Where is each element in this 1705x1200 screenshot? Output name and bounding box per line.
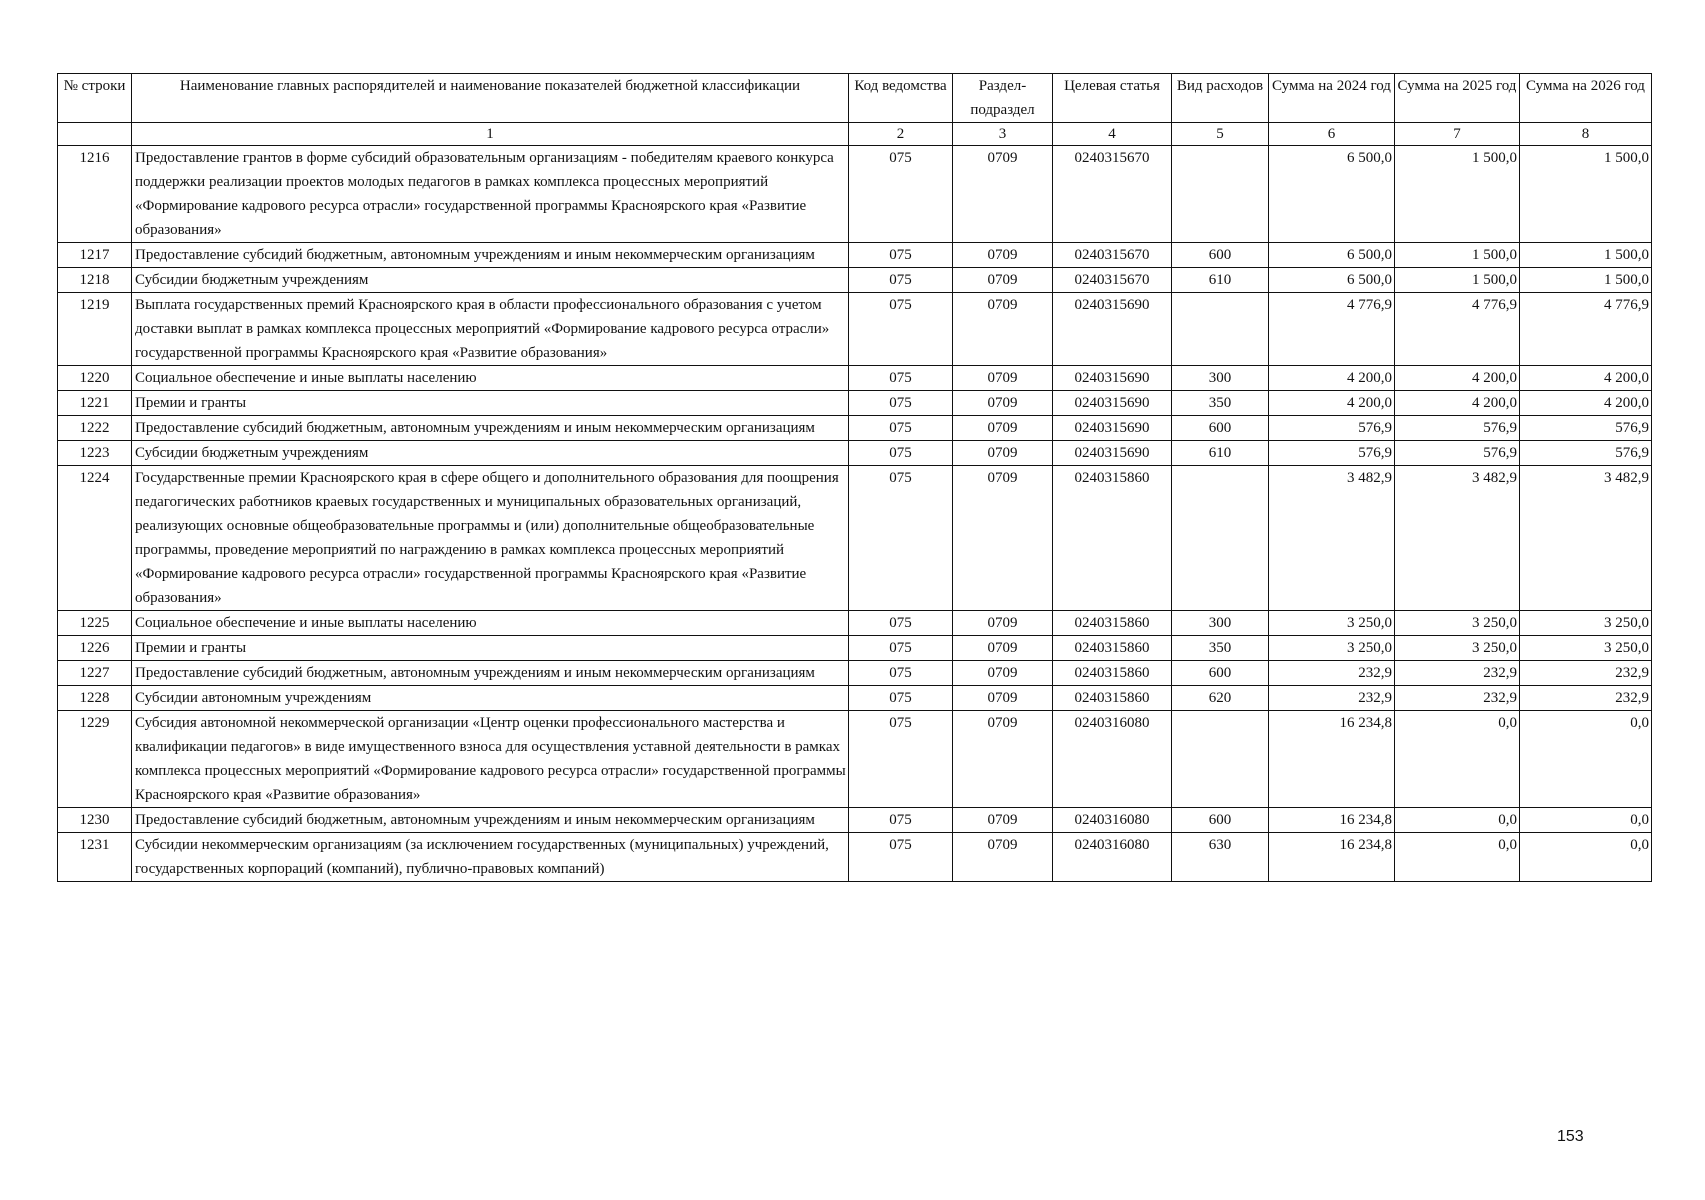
- target-article: 0240315670: [1053, 146, 1172, 243]
- table-row: [58, 833, 1652, 882]
- row-number: 1218: [58, 268, 132, 293]
- table-row: [58, 293, 1652, 366]
- row-name: Выплата государственных премий Красноярского края в области профессионального образования с учетом доставки выплат в рамках комплекса процессных мероприятий «Формирование кадрового ресурса отрасли» государственной программы Красноярского края «Развитие образования»: [132, 293, 849, 366]
- table-row: [58, 268, 1652, 293]
- dept-code: 075: [849, 441, 953, 466]
- dept-code: 075: [849, 833, 953, 882]
- section-code: 0709: [953, 833, 1053, 882]
- header-expense-type: Вид расходов: [1172, 74, 1269, 123]
- section-code: 0709: [953, 611, 1053, 636]
- target-article: 0240315860: [1053, 636, 1172, 661]
- budget-table: [57, 73, 1652, 882]
- section-code: 0709: [953, 441, 1053, 466]
- dept-code: 075: [849, 146, 953, 243]
- expense-type: [1172, 466, 1269, 611]
- sum-2024: 16 234,8: [1269, 711, 1395, 808]
- row-number: 1221: [58, 391, 132, 416]
- sum-2026: 4 200,0: [1520, 366, 1652, 391]
- row-name: Субсидии некоммерческим организациям (за исключением государственных (муниципальных) учреждений, государственных корпораций (компаний), публично-правовых компаний): [132, 833, 849, 882]
- row-name: Субсидии бюджетным учреждениям: [132, 441, 849, 466]
- expense-type: 610: [1172, 268, 1269, 293]
- sum-2026: 0,0: [1520, 833, 1652, 882]
- table-row: [58, 366, 1652, 391]
- column-number: 2: [849, 123, 953, 146]
- dept-code: 075: [849, 711, 953, 808]
- header-sum-2024: Сумма на 2024 год: [1269, 74, 1395, 123]
- column-number: 5: [1172, 123, 1269, 146]
- dept-code: 075: [849, 661, 953, 686]
- dept-code: 075: [849, 466, 953, 611]
- sum-2024: 232,9: [1269, 686, 1395, 711]
- section-code: 0709: [953, 391, 1053, 416]
- section-code: 0709: [953, 636, 1053, 661]
- row-number: 1226: [58, 636, 132, 661]
- table-row: [58, 711, 1652, 808]
- target-article: 0240316080: [1053, 711, 1172, 808]
- row-number: 1227: [58, 661, 132, 686]
- sum-2025: 0,0: [1395, 808, 1520, 833]
- sum-2024: 4 200,0: [1269, 391, 1395, 416]
- sum-2024: 576,9: [1269, 416, 1395, 441]
- row-name: Государственные премии Красноярского края в сфере общего и дополнительного образования для поощрения педагогических работников краевых государственных и муниципальных образовательных организаций, реализующих основные общеобразовательные программы и (или) дополнительные общеобразовательные программы, проведение мероприятий по награждению в рамках комплекса процессных мероприятий «Формирование кадрового ресурса отрасли» государственной программы Красноярского края «Развитие образования»: [132, 466, 849, 611]
- sum-2025: 3 482,9: [1395, 466, 1520, 611]
- sum-2025: 232,9: [1395, 661, 1520, 686]
- row-number: 1220: [58, 366, 132, 391]
- target-article: 0240315860: [1053, 661, 1172, 686]
- row-name: Предоставление грантов в форме субсидий образовательным организациям - победителям краевого конкурса поддержки реализации проектов молодых педагогов в рамках комплекса процессных мероприятий «Формирование кадрового ресурса отрасли» государственной программы Красноярского края «Развитие образования»: [132, 146, 849, 243]
- expense-type: 600: [1172, 661, 1269, 686]
- column-number: 4: [1053, 123, 1172, 146]
- expense-type: 600: [1172, 243, 1269, 268]
- target-article: 0240315690: [1053, 293, 1172, 366]
- table-row: [58, 146, 1652, 243]
- row-name: Премии и гранты: [132, 391, 849, 416]
- sum-2025: 0,0: [1395, 711, 1520, 808]
- row-name: Социальное обеспечение и иные выплаты населению: [132, 366, 849, 391]
- table-row: [58, 808, 1652, 833]
- row-name: Предоставление субсидий бюджетным, автономным учреждениям и иным некоммерческим организациям: [132, 243, 849, 268]
- sum-2024: 16 234,8: [1269, 833, 1395, 882]
- sum-2025: 3 250,0: [1395, 636, 1520, 661]
- row-number: 1229: [58, 711, 132, 808]
- sum-2026: 4 200,0: [1520, 391, 1652, 416]
- table-row: [58, 441, 1652, 466]
- expense-type: [1172, 711, 1269, 808]
- table-body: [58, 146, 1652, 882]
- row-name: Субсидии автономным учреждениям: [132, 686, 849, 711]
- sum-2026: 1 500,0: [1520, 243, 1652, 268]
- sum-2024: 4 200,0: [1269, 366, 1395, 391]
- expense-type: 600: [1172, 808, 1269, 833]
- section-code: 0709: [953, 366, 1053, 391]
- expense-type: [1172, 293, 1269, 366]
- header-sum-2026: Сумма на 2026 год: [1520, 74, 1652, 123]
- column-number: [58, 123, 132, 146]
- column-number: 3: [953, 123, 1053, 146]
- target-article: 0240316080: [1053, 833, 1172, 882]
- sum-2025: 3 250,0: [1395, 611, 1520, 636]
- sum-2026: 1 500,0: [1520, 268, 1652, 293]
- dept-code: 075: [849, 686, 953, 711]
- section-code: 0709: [953, 293, 1053, 366]
- section-code: 0709: [953, 268, 1053, 293]
- target-article: 0240315860: [1053, 686, 1172, 711]
- target-article: 0240315690: [1053, 366, 1172, 391]
- sum-2025: 1 500,0: [1395, 146, 1520, 243]
- sum-2026: 232,9: [1520, 686, 1652, 711]
- dept-code: 075: [849, 391, 953, 416]
- target-article: 0240315690: [1053, 441, 1172, 466]
- sum-2024: 232,9: [1269, 661, 1395, 686]
- sum-2024: 576,9: [1269, 441, 1395, 466]
- dept-code: 075: [849, 611, 953, 636]
- header-name: Наименование главных распорядителей и наименование показателей бюджетной классификации: [132, 74, 849, 123]
- section-code: 0709: [953, 661, 1053, 686]
- target-article: 0240315690: [1053, 391, 1172, 416]
- header-target-article: Целевая статья: [1053, 74, 1172, 123]
- target-article: 0240315860: [1053, 466, 1172, 611]
- sum-2024: 3 250,0: [1269, 611, 1395, 636]
- table-row: [58, 661, 1652, 686]
- sum-2025: 576,9: [1395, 441, 1520, 466]
- header-row-number: № строки: [58, 74, 132, 123]
- sum-2024: 3 250,0: [1269, 636, 1395, 661]
- section-code: 0709: [953, 808, 1053, 833]
- row-name: Предоставление субсидий бюджетным, автономным учреждениям и иным некоммерческим организациям: [132, 416, 849, 441]
- section-code: 0709: [953, 711, 1053, 808]
- section-code: 0709: [953, 146, 1053, 243]
- dept-code: 075: [849, 366, 953, 391]
- row-name: Субсидии бюджетным учреждениям: [132, 268, 849, 293]
- table-row: [58, 466, 1652, 611]
- sum-2026: 3 250,0: [1520, 636, 1652, 661]
- row-number: 1230: [58, 808, 132, 833]
- section-code: 0709: [953, 416, 1053, 441]
- sum-2025: 232,9: [1395, 686, 1520, 711]
- sum-2025: 1 500,0: [1395, 243, 1520, 268]
- sum-2026: 232,9: [1520, 661, 1652, 686]
- header-section: Раздел-подраздел: [953, 74, 1053, 123]
- expense-type: 610: [1172, 441, 1269, 466]
- table-row: [58, 391, 1652, 416]
- column-number: 7: [1395, 123, 1520, 146]
- target-article: 0240315670: [1053, 268, 1172, 293]
- row-name: Предоставление субсидий бюджетным, автономным учреждениям и иным некоммерческим организациям: [132, 808, 849, 833]
- sum-2026: 576,9: [1520, 416, 1652, 441]
- table-row: [58, 686, 1652, 711]
- sum-2024: 6 500,0: [1269, 268, 1395, 293]
- dept-code: 075: [849, 243, 953, 268]
- section-code: 0709: [953, 686, 1053, 711]
- table-header: [58, 74, 1652, 146]
- dept-code: 075: [849, 416, 953, 441]
- table-row: [58, 611, 1652, 636]
- row-number: 1222: [58, 416, 132, 441]
- row-name: Субсидия автономной некоммерческой организации «Центр оценки профессионального мастерства и квалификации педагогов» в виде имущественного взноса для осуществления уставной деятельности в рамках комплекса процессных мероприятий «Формирование кадрового ресурса отрасли» государственной программы Красноярского края «Развитие образования»: [132, 711, 849, 808]
- expense-type: 300: [1172, 366, 1269, 391]
- column-numbers-row: [58, 123, 1652, 146]
- sum-2024: 16 234,8: [1269, 808, 1395, 833]
- sum-2026: 3 482,9: [1520, 466, 1652, 611]
- row-number: 1225: [58, 611, 132, 636]
- dept-code: 075: [849, 268, 953, 293]
- column-number: 6: [1269, 123, 1395, 146]
- sum-2024: 6 500,0: [1269, 243, 1395, 268]
- section-code: 0709: [953, 243, 1053, 268]
- sum-2025: 0,0: [1395, 833, 1520, 882]
- row-number: 1228: [58, 686, 132, 711]
- dept-code: 075: [849, 808, 953, 833]
- target-article: 0240315670: [1053, 243, 1172, 268]
- target-article: 0240315860: [1053, 611, 1172, 636]
- target-article: 0240316080: [1053, 808, 1172, 833]
- sum-2026: 4 776,9: [1520, 293, 1652, 366]
- page-number: 153: [1557, 1128, 1584, 1145]
- expense-type: 350: [1172, 636, 1269, 661]
- sum-2025: 576,9: [1395, 416, 1520, 441]
- expense-type: 300: [1172, 611, 1269, 636]
- expense-type: 350: [1172, 391, 1269, 416]
- sum-2024: 4 776,9: [1269, 293, 1395, 366]
- column-number: 8: [1520, 123, 1652, 146]
- sum-2025: 4 200,0: [1395, 366, 1520, 391]
- row-name: Предоставление субсидий бюджетным, автономным учреждениям и иным некоммерческим организациям: [132, 661, 849, 686]
- expense-type: [1172, 146, 1269, 243]
- row-name: Премии и гранты: [132, 636, 849, 661]
- sum-2025: 1 500,0: [1395, 268, 1520, 293]
- row-name: Социальное обеспечение и иные выплаты населению: [132, 611, 849, 636]
- header-sum-2025: Сумма на 2025 год: [1395, 74, 1520, 123]
- sum-2025: 4 776,9: [1395, 293, 1520, 366]
- dept-code: 075: [849, 293, 953, 366]
- sum-2024: 3 482,9: [1269, 466, 1395, 611]
- expense-type: 630: [1172, 833, 1269, 882]
- sum-2026: 576,9: [1520, 441, 1652, 466]
- sum-2025: 4 200,0: [1395, 391, 1520, 416]
- dept-code: 075: [849, 636, 953, 661]
- row-number: 1223: [58, 441, 132, 466]
- row-number: 1224: [58, 466, 132, 611]
- sum-2026: 1 500,0: [1520, 146, 1652, 243]
- expense-type: 620: [1172, 686, 1269, 711]
- row-number: 1219: [58, 293, 132, 366]
- target-article: 0240315690: [1053, 416, 1172, 441]
- expense-type: 600: [1172, 416, 1269, 441]
- section-code: 0709: [953, 466, 1053, 611]
- column-number: 1: [132, 123, 849, 146]
- header-dept-code: Код ведомства: [849, 74, 953, 123]
- sum-2024: 6 500,0: [1269, 146, 1395, 243]
- row-number: 1231: [58, 833, 132, 882]
- sum-2026: 0,0: [1520, 808, 1652, 833]
- sum-2026: 3 250,0: [1520, 611, 1652, 636]
- table-row: [58, 243, 1652, 268]
- table-row: [58, 636, 1652, 661]
- row-number: 1216: [58, 146, 132, 243]
- sum-2026: 0,0: [1520, 711, 1652, 808]
- row-number: 1217: [58, 243, 132, 268]
- table-row: [58, 416, 1652, 441]
